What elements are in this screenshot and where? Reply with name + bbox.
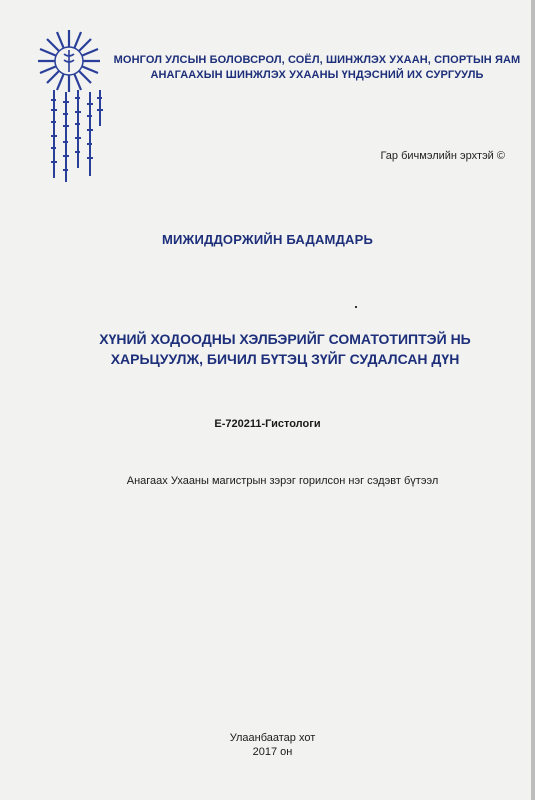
thesis-title bbox=[60, 329, 510, 369]
specialty-code: Е-720211-Гистологи bbox=[214, 418, 321, 430]
thesis-title-line-1: ХҮНИЙ ХОДООДНЫ ХЭЛБЭРИЙГ СОМАТОТИПТЭЙ НЬ bbox=[99, 331, 471, 347]
ministry-name: МОНГОЛ УЛСЫН БОЛОВСРОЛ, СОЁЛ, ШИНЖЛЭХ УХААН, СПОРТЫН ЯАМ bbox=[113, 54, 521, 66]
university-emblem-icon bbox=[36, 28, 102, 94]
copyright-notice: Гар бичмэлийн эрхтэй © bbox=[380, 150, 505, 162]
degree-statement: Анагаах Ухааны магистрын зэрэг горилсон нэг сэдэвт бүтээл bbox=[126, 475, 439, 487]
mongolian-script-emblem-icon bbox=[44, 86, 108, 186]
place-and-year bbox=[0, 731, 535, 759]
place: Улаанбаатар хот bbox=[229, 732, 316, 744]
year: 2017 он bbox=[252, 746, 293, 758]
university-name: АНАГААХЫН ШИНЖЛЭХ УХААНЫ ҮНДЭСНИЙ ИХ СУРГУУЛЬ bbox=[150, 69, 484, 81]
ministry-header bbox=[112, 53, 522, 83]
thesis-title-line-2: ХАРЬЦУУЛЖ, БИЧИЛ БҮТЭЦ ЗҮЙГ СУДАЛСАН ДҮН bbox=[110, 351, 460, 367]
author-name: МИЖИДДОРЖИЙН БАДАМДАРЬ bbox=[161, 232, 374, 247]
stray-mark bbox=[355, 306, 357, 308]
